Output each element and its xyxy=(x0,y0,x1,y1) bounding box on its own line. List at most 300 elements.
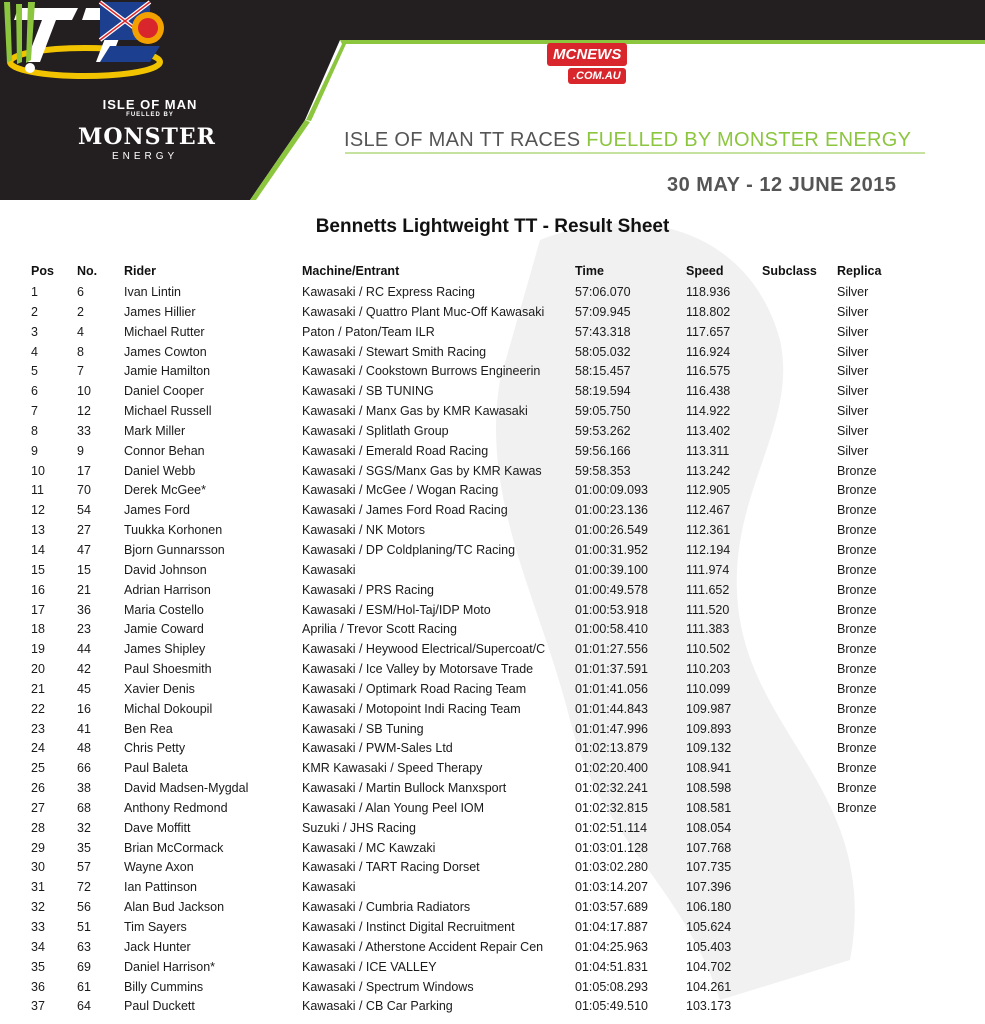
table-row xyxy=(0,939,985,959)
cell-pos: 20 xyxy=(31,662,45,677)
cell-machine: Kawasaki xyxy=(302,880,356,895)
table-row xyxy=(0,502,985,522)
cell-rider: David Johnson xyxy=(124,562,207,577)
cell-pos: 19 xyxy=(31,642,45,657)
cell-replica: Bronze xyxy=(837,562,877,577)
cell-pos: 10 xyxy=(31,463,45,478)
cell-speed: 112.467 xyxy=(686,503,731,518)
cell-replica: Silver xyxy=(837,304,869,319)
cell-speed: 118.936 xyxy=(686,285,731,299)
cell-rider: Wayne Axon xyxy=(124,860,194,875)
col-header-machine: Machine/Entrant xyxy=(302,264,400,278)
cell-time: 01:04:17.887 xyxy=(575,920,648,934)
cell-speed: 107.396 xyxy=(686,880,732,895)
table-row xyxy=(0,383,985,403)
cell-no: 70 xyxy=(77,483,91,498)
event-dates: 30 MAY - 12 JUNE 2015 xyxy=(667,174,897,196)
cell-no: 54 xyxy=(77,503,91,518)
cell-pos: 17 xyxy=(31,602,45,617)
cell-time: 01:03:57.689 xyxy=(575,900,648,915)
table-row xyxy=(0,443,985,463)
cell-rider: Daniel Webb xyxy=(124,463,196,478)
cell-time: 01:01:37.591 xyxy=(575,662,648,677)
cell-rider: Tuukka Korhonen xyxy=(124,523,223,538)
cell-replica: Bronze xyxy=(837,662,877,677)
cell-no: 63 xyxy=(77,939,91,954)
cell-no: 16 xyxy=(77,701,91,716)
cell-replica: Bronze xyxy=(837,463,877,478)
cell-speed: 116.438 xyxy=(686,384,731,399)
table-row xyxy=(0,959,985,979)
cell-time: 01:00:31.952 xyxy=(575,542,648,557)
mcnews-domain: .COM.AU xyxy=(568,68,626,84)
table-row xyxy=(0,979,985,999)
table-row xyxy=(0,482,985,502)
cell-replica: Silver xyxy=(837,364,869,379)
cell-machine: KMR Kawasaki / Speed Therapy xyxy=(302,761,483,776)
cell-machine: Kawasaki / Emerald Road Racing xyxy=(302,443,489,458)
cell-pos: 23 xyxy=(31,721,45,736)
cell-pos: 2 xyxy=(31,304,38,319)
table-row xyxy=(0,820,985,840)
cell-rider: Brian McCormack xyxy=(124,840,224,855)
cell-rider: Billy Cummins xyxy=(124,979,204,994)
cell-replica: Bronze xyxy=(837,781,877,796)
cell-machine: Kawasaki / Optimark Road Racing Team xyxy=(302,681,527,696)
cell-machine: Kawasaki / DP Coldplaning/TC Racing xyxy=(302,542,516,557)
cell-no: 66 xyxy=(77,761,91,776)
cell-no: 61 xyxy=(77,979,91,994)
col-header-replica: Replica xyxy=(837,264,882,278)
cell-rider: Michael Russell xyxy=(124,404,212,419)
table-row xyxy=(0,681,985,701)
cell-speed: 105.624 xyxy=(686,920,732,934)
cell-time: 59:58.353 xyxy=(575,463,631,478)
cell-machine: Kawasaki / McGee / Wogan Racing xyxy=(302,483,499,498)
cell-machine: Kawasaki / Instinct Digital Recruitment xyxy=(302,920,515,934)
cell-time: 01:02:13.879 xyxy=(575,741,648,756)
cell-rider: David Madsen-Mygdal xyxy=(124,781,249,796)
cell-time: 01:00:09.093 xyxy=(575,483,648,498)
cell-no: 57 xyxy=(77,860,91,875)
cell-pos: 36 xyxy=(31,979,45,994)
cell-machine: Kawasaki / Manx Gas by KMR Kawasaki xyxy=(302,404,528,419)
cell-no: 45 xyxy=(77,681,91,696)
table-row xyxy=(0,621,985,641)
cell-time: 59:05.750 xyxy=(575,404,631,419)
cell-pos: 3 xyxy=(31,324,38,339)
cell-no: 42 xyxy=(77,662,91,677)
cell-rider: Ben Rea xyxy=(124,721,173,736)
cell-speed: 112.361 xyxy=(686,523,731,538)
cell-no: 27 xyxy=(77,523,91,538)
cell-time: 01:05:08.293 xyxy=(575,979,648,994)
col-header-subclass: Subclass xyxy=(762,264,817,278)
cell-speed: 103.173 xyxy=(686,999,732,1014)
cell-machine: Kawasaki / Alan Young Peel IOM xyxy=(302,800,485,815)
table-row xyxy=(0,859,985,879)
cell-machine: Kawasaki / Heywood Electrical/Supercoat/C xyxy=(302,642,546,657)
cell-speed: 108.941 xyxy=(686,761,732,776)
cell-time: 01:03:01.128 xyxy=(575,840,648,855)
cell-pos: 25 xyxy=(31,761,45,776)
cell-no: 23 xyxy=(77,622,91,637)
cell-no: 12 xyxy=(77,404,91,419)
cell-machine: Kawasaki / Motopoint Indi Racing Team xyxy=(302,701,521,716)
cell-pos: 13 xyxy=(31,523,45,538)
cell-machine: Kawasaki / RC Express Racing xyxy=(302,285,475,299)
cell-machine: Kawasaki / SB TUNING xyxy=(302,384,434,399)
cell-machine: Kawasaki / Cumbria Radiators xyxy=(302,900,471,915)
cell-speed: 106.180 xyxy=(686,900,732,915)
cell-pos: 29 xyxy=(31,840,45,855)
cell-replica: Bronze xyxy=(837,701,877,716)
event-tagline xyxy=(344,129,911,152)
header-banner xyxy=(0,0,985,200)
cell-speed: 107.768 xyxy=(686,840,732,855)
cell-no: 8 xyxy=(77,344,84,359)
cell-speed: 117.657 xyxy=(686,324,731,339)
cell-replica: Silver xyxy=(837,285,869,299)
cell-machine: Kawasaki / ICE VALLEY xyxy=(302,959,437,974)
cell-speed: 111.520 xyxy=(686,602,730,617)
cell-machine: Kawasaki / CB Car Parking xyxy=(302,999,453,1014)
cell-machine: Suzuki / JHS Racing xyxy=(302,820,416,835)
cell-rider: Dave Moffitt xyxy=(124,820,191,835)
cell-speed: 104.261 xyxy=(686,979,732,994)
cell-rider: Daniel Harrison* xyxy=(124,959,216,974)
cell-replica: Bronze xyxy=(837,542,877,557)
cell-machine: Kawasaki / Quattro Plant Muc-Off Kawasaki xyxy=(302,304,545,319)
table-row xyxy=(0,284,985,304)
cell-machine: Kawasaki / Stewart Smith Racing xyxy=(302,344,487,359)
cell-pos: 28 xyxy=(31,820,45,835)
cell-speed: 111.383 xyxy=(686,622,730,637)
cell-pos: 12 xyxy=(31,503,45,518)
cell-replica: Silver xyxy=(837,423,869,438)
table-row xyxy=(0,641,985,661)
cell-speed: 110.203 xyxy=(686,662,731,677)
cell-rider: Michal Dokoupil xyxy=(124,701,213,716)
cell-time: 01:04:51.831 xyxy=(575,959,648,974)
cell-rider: James Cowton xyxy=(124,344,207,359)
cell-time: 01:01:41.056 xyxy=(575,681,648,696)
cell-no: 38 xyxy=(77,781,91,796)
cell-speed: 109.987 xyxy=(686,701,732,716)
cell-pos: 5 xyxy=(31,364,38,379)
cell-replica: Silver xyxy=(837,384,869,399)
logo-fuelled-by: FUELLED BY xyxy=(126,112,174,118)
cell-rider: Jamie Coward xyxy=(124,622,204,637)
cell-pos: 27 xyxy=(31,800,45,815)
table-row xyxy=(0,403,985,423)
table-row xyxy=(0,344,985,364)
mcnews-logo-icon xyxy=(0,0,170,68)
cell-time: 01:02:32.815 xyxy=(575,800,648,815)
table-row xyxy=(0,879,985,899)
logo-energy: ENERGY xyxy=(112,151,179,162)
mcnews-main: MCNEWS xyxy=(547,43,627,66)
cell-rider: James Shipley xyxy=(124,642,206,657)
cell-time: 01:03:14.207 xyxy=(575,880,648,895)
table-row xyxy=(0,919,985,939)
cell-no: 72 xyxy=(77,880,91,895)
col-header-time: Time xyxy=(575,264,604,278)
cell-pos: 30 xyxy=(31,860,45,875)
table-row xyxy=(0,324,985,344)
cell-pos: 33 xyxy=(31,920,45,934)
cell-machine: Kawasaki / NK Motors xyxy=(302,523,425,538)
cell-time: 01:02:20.400 xyxy=(575,761,648,776)
cell-pos: 4 xyxy=(31,344,38,359)
cell-replica: Bronze xyxy=(837,523,877,538)
cell-rider: James Ford xyxy=(124,503,190,518)
cell-no: 6 xyxy=(77,285,84,299)
table-row xyxy=(0,899,985,919)
cell-time: 01:02:32.241 xyxy=(575,781,648,796)
cell-machine: Kawasaki / Cookstown Burrows Engineerin xyxy=(302,364,541,379)
cell-time: 01:00:23.136 xyxy=(575,503,648,518)
cell-time: 58:05.032 xyxy=(575,344,631,359)
cell-machine: Kawasaki / Spectrum Windows xyxy=(302,979,474,994)
cell-machine: Kawasaki / TART Racing Dorset xyxy=(302,860,480,875)
cell-time: 59:53.262 xyxy=(575,423,631,438)
cell-no: 48 xyxy=(77,741,91,756)
table-row xyxy=(0,701,985,721)
cell-machine: Kawasaki / James Ford Road Racing xyxy=(302,503,508,518)
cell-no: 7 xyxy=(77,364,84,379)
cell-rider: Daniel Cooper xyxy=(124,384,204,399)
cell-time: 01:01:47.996 xyxy=(575,721,648,736)
cell-time: 01:00:26.549 xyxy=(575,523,648,538)
cell-replica: Bronze xyxy=(837,761,877,776)
tagline-part2: FUELLED BY MONSTER ENERGY xyxy=(586,129,912,151)
col-header-rider: Rider xyxy=(124,264,156,278)
cell-no: 4 xyxy=(77,324,84,339)
cell-no: 51 xyxy=(77,920,91,934)
cell-rider: Jack Hunter xyxy=(124,939,191,954)
cell-rider: Jamie Hamilton xyxy=(124,364,211,379)
cell-speed: 116.575 xyxy=(686,364,731,379)
table-row xyxy=(0,542,985,562)
cell-machine: Kawasaki / Atherstone Accident Repair Cen xyxy=(302,939,544,954)
cell-replica: Bronze xyxy=(837,503,877,518)
cell-machine: Kawasaki / PRS Racing xyxy=(302,582,435,597)
cell-pos: 22 xyxy=(31,701,45,716)
cell-time: 01:03:02.280 xyxy=(575,860,648,875)
cell-replica: Bronze xyxy=(837,800,877,815)
logo-isle-of-man: ISLE OF MAN xyxy=(102,97,198,112)
table-row xyxy=(0,760,985,780)
cell-pos: 35 xyxy=(31,959,45,974)
cell-replica: Bronze xyxy=(837,642,877,657)
table-row xyxy=(0,562,985,582)
cell-time: 01:00:53.918 xyxy=(575,602,648,617)
cell-pos: 16 xyxy=(31,582,45,597)
cell-pos: 14 xyxy=(31,542,45,557)
cell-rider: Anthony Redmond xyxy=(124,800,228,815)
cell-no: 47 xyxy=(77,542,91,557)
cell-replica: Bronze xyxy=(837,483,877,498)
cell-speed: 118.802 xyxy=(686,304,731,319)
col-header-speed: Speed xyxy=(686,264,724,278)
table-row xyxy=(0,463,985,483)
cell-speed: 108.598 xyxy=(686,781,732,796)
table-row xyxy=(0,740,985,760)
cell-speed: 112.194 xyxy=(686,542,731,557)
cell-replica: Silver xyxy=(837,324,869,339)
table-row xyxy=(0,522,985,542)
cell-no: 15 xyxy=(77,562,91,577)
cell-pos: 9 xyxy=(31,443,38,458)
cell-speed: 108.054 xyxy=(686,820,732,835)
cell-rider: James Hillier xyxy=(124,304,196,319)
cell-speed: 109.893 xyxy=(686,721,732,736)
results-table xyxy=(0,284,985,1018)
cell-machine: Kawasaki / SGS/Manx Gas by KMR Kawas xyxy=(302,463,542,478)
cell-pos: 15 xyxy=(31,562,45,577)
cell-rider: Ian Pattinson xyxy=(124,880,197,895)
cell-pos: 8 xyxy=(31,423,38,438)
cell-no: 35 xyxy=(77,840,91,855)
cell-no: 21 xyxy=(77,582,91,597)
cell-rider: Mark Miller xyxy=(124,423,186,438)
cell-no: 32 xyxy=(77,820,91,835)
cell-time: 01:00:58.410 xyxy=(575,622,648,637)
cell-machine: Paton / Paton/Team ILR xyxy=(302,324,435,339)
cell-no: 10 xyxy=(77,384,91,399)
cell-rider: Tim Sayers xyxy=(124,920,187,934)
cell-speed: 104.702 xyxy=(686,959,732,974)
table-row xyxy=(0,423,985,443)
tagline-part1: ISLE OF MAN TT RACES xyxy=(344,129,587,151)
cell-time: 57:06.070 xyxy=(575,285,631,299)
cell-replica: Bronze xyxy=(837,681,877,696)
cell-time: 01:00:49.578 xyxy=(575,582,648,597)
cell-speed: 110.502 xyxy=(686,642,731,657)
cell-pos: 24 xyxy=(31,741,45,756)
table-row xyxy=(0,363,985,383)
cell-rider: Xavier Denis xyxy=(124,681,195,696)
table-row xyxy=(0,721,985,741)
cell-machine: Kawasaki / Ice Valley by Motorsave Trade xyxy=(302,662,534,677)
cell-replica: Bronze xyxy=(837,602,877,617)
cell-replica: Silver xyxy=(837,443,869,458)
cell-rider: Paul Shoesmith xyxy=(124,662,212,677)
cell-machine: Aprilia / Trevor Scott Racing xyxy=(302,622,457,637)
cell-pos: 18 xyxy=(31,622,45,637)
cell-speed: 114.922 xyxy=(686,404,731,419)
cell-pos: 1 xyxy=(31,285,38,299)
cell-no: 36 xyxy=(77,602,91,617)
cell-no: 9 xyxy=(77,443,84,458)
table-row xyxy=(0,582,985,602)
cell-machine: Kawasaki / SB Tuning xyxy=(302,721,424,736)
cell-no: 56 xyxy=(77,900,91,915)
cell-speed: 109.132 xyxy=(686,741,732,756)
cell-speed: 113.402 xyxy=(686,423,731,438)
cell-replica: Silver xyxy=(837,404,869,419)
cell-time: 57:43.318 xyxy=(575,324,631,339)
cell-pos: 32 xyxy=(31,900,45,915)
logo-monster: MONSTER xyxy=(78,124,216,150)
cell-rider: Derek McGee* xyxy=(124,483,206,498)
cell-speed: 113.242 xyxy=(686,463,731,478)
cell-speed: 113.311 xyxy=(686,443,730,458)
cell-time: 01:05:49.510 xyxy=(575,999,648,1014)
cell-pos: 7 xyxy=(31,404,38,419)
cell-pos: 31 xyxy=(31,880,45,895)
cell-speed: 111.974 xyxy=(686,562,730,577)
cell-replica: Silver xyxy=(837,344,869,359)
cell-rider: Paul Duckett xyxy=(124,999,195,1014)
cell-time: 58:19.594 xyxy=(575,384,631,399)
cell-rider: Chris Petty xyxy=(124,741,186,756)
cell-time: 58:15.457 xyxy=(575,364,631,379)
col-header-pos: Pos xyxy=(31,264,54,278)
cell-time: 01:04:25.963 xyxy=(575,939,648,954)
cell-time: 01:00:39.100 xyxy=(575,562,648,577)
cell-no: 41 xyxy=(77,721,91,736)
table-row xyxy=(0,998,985,1018)
cell-rider: Maria Costello xyxy=(124,602,204,617)
cell-machine: Kawasaki / Splitlath Group xyxy=(302,423,449,438)
page-title: Bennetts Lightweight TT - Result Sheet xyxy=(315,216,670,237)
cell-machine: Kawasaki / MC Kawzaki xyxy=(302,840,436,855)
cell-replica: Bronze xyxy=(837,721,877,736)
cell-machine: Kawasaki / PWM-Sales Ltd xyxy=(302,741,453,756)
cell-speed: 111.652 xyxy=(686,582,730,597)
cell-rider: Adrian Harrison xyxy=(124,582,211,597)
cell-machine: Kawasaki / ESM/Hol-Taj/IDP Moto xyxy=(302,602,491,617)
cell-time: 01:01:27.556 xyxy=(575,642,648,657)
cell-speed: 107.735 xyxy=(686,860,732,875)
cell-replica: Bronze xyxy=(837,622,877,637)
table-row xyxy=(0,602,985,622)
cell-pos: 26 xyxy=(31,781,45,796)
cell-pos: 34 xyxy=(31,939,45,954)
cell-machine: Kawasaki xyxy=(302,562,356,577)
cell-pos: 11 xyxy=(31,483,44,498)
cell-replica: Bronze xyxy=(837,582,877,597)
cell-no: 2 xyxy=(77,304,84,319)
cell-rider: Bjorn Gunnarsson xyxy=(124,542,225,557)
cell-time: 01:01:44.843 xyxy=(575,701,648,716)
cell-no: 17 xyxy=(77,463,91,478)
cell-machine: Kawasaki / Martin Bullock Manxsport xyxy=(302,781,507,796)
cell-no: 68 xyxy=(77,800,91,815)
cell-rider: Paul Baleta xyxy=(124,761,188,776)
table-row xyxy=(0,661,985,681)
table-row xyxy=(0,840,985,860)
cell-rider: Alan Bud Jackson xyxy=(124,900,225,915)
cell-replica: Bronze xyxy=(837,741,877,756)
table-row xyxy=(0,780,985,800)
cell-speed: 105.403 xyxy=(686,939,732,954)
cell-time: 57:09.945 xyxy=(575,304,631,319)
table-row xyxy=(0,800,985,820)
cell-speed: 112.905 xyxy=(686,483,731,498)
cell-no: 44 xyxy=(77,642,91,657)
cell-rider: Ivan Lintin xyxy=(124,285,181,299)
cell-speed: 116.924 xyxy=(686,344,731,359)
cell-rider: Connor Behan xyxy=(124,443,205,458)
table-row xyxy=(0,304,985,324)
col-header-no: No. xyxy=(77,264,98,278)
cell-no: 33 xyxy=(77,423,91,438)
cell-pos: 21 xyxy=(31,681,45,696)
cell-speed: 108.581 xyxy=(686,800,732,815)
